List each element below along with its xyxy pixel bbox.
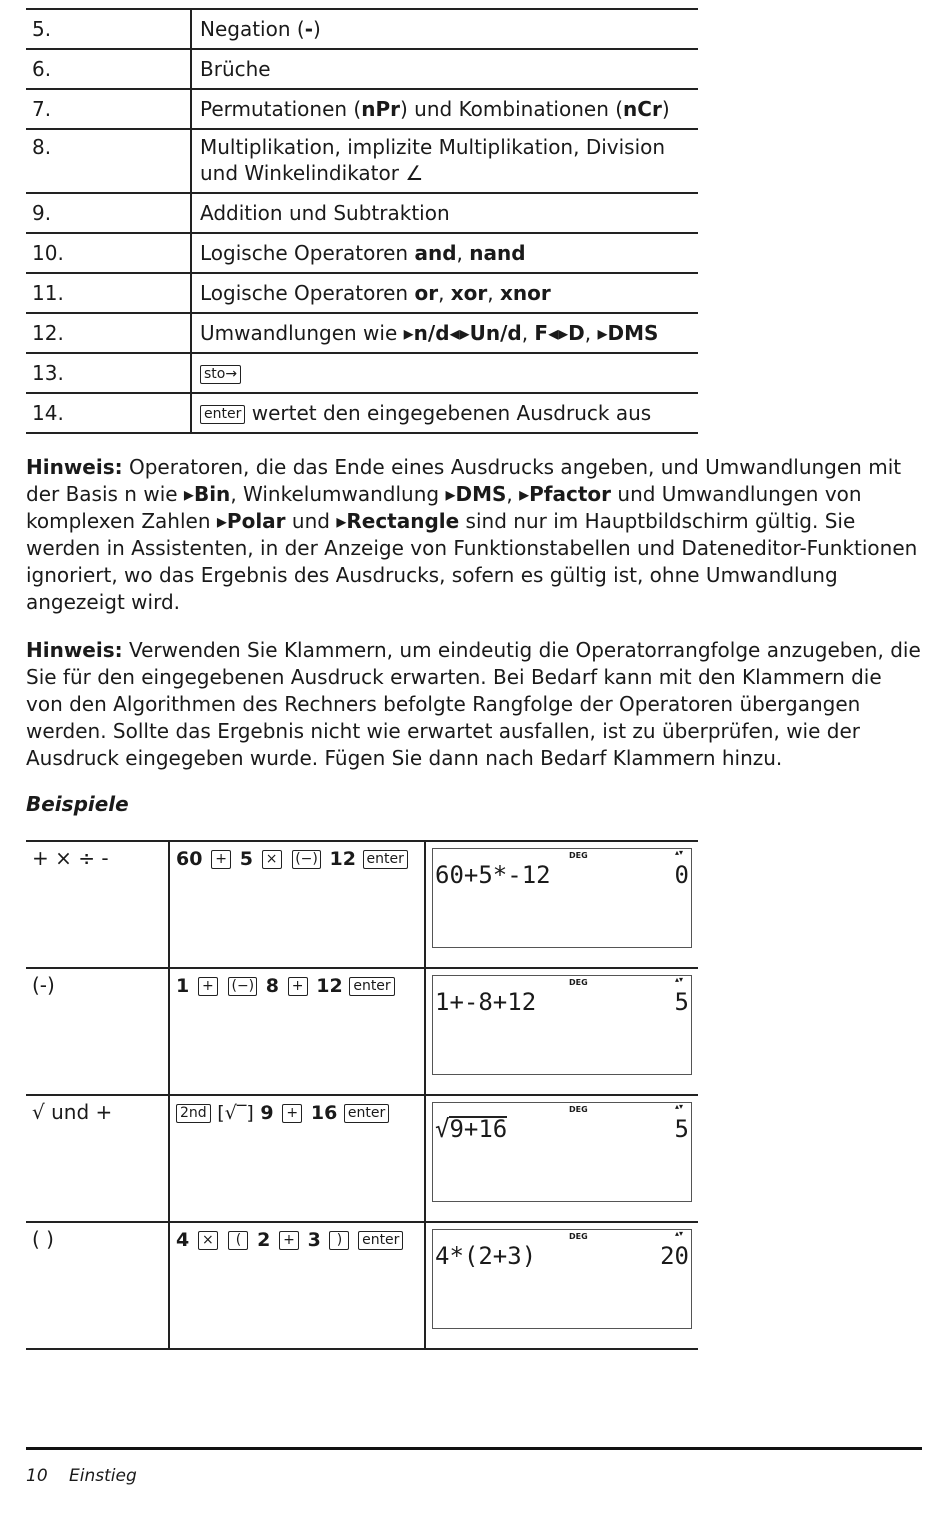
row-number: 5.	[26, 9, 191, 49]
table-row	[26, 49, 698, 89]
plus-key-icon: +	[279, 1231, 299, 1250]
operator-cell: ( )	[26, 1222, 169, 1349]
screen-result: 0	[674, 861, 689, 889]
negative-key-icon: (−)	[292, 850, 321, 869]
enter-key-icon: enter	[358, 1231, 403, 1250]
operator-cell: √ und +	[26, 1095, 169, 1222]
examples-heading: Beispiele	[26, 792, 129, 816]
row-number: 10.	[26, 233, 191, 273]
row-text: Logische Operatoren or, xor, xnor	[191, 273, 698, 313]
row-text: enter wertet den eingegebenen Ausdruck aus	[191, 393, 698, 433]
table-row	[26, 129, 698, 193]
enter-key-icon: enter	[344, 1104, 389, 1123]
row-text: Multiplikation, implizite Multiplikation, Division und Winkelindikator ∠	[191, 129, 698, 193]
row-number: 13.	[26, 353, 191, 393]
screen-expression: 4*(2+3)	[435, 1242, 537, 1270]
row-number: 7.	[26, 89, 191, 129]
enter-key-icon: enter	[200, 405, 245, 424]
angle-mode-indicator: DEG	[569, 851, 588, 860]
sqrt-key-icon: [√‾]	[217, 1102, 254, 1124]
table-row	[26, 313, 698, 353]
close-paren-key-icon: )	[329, 1231, 349, 1250]
table-row	[26, 841, 698, 968]
footer-divider	[26, 1447, 922, 1450]
screen-expression: 1+-8+12	[435, 988, 537, 1016]
screen-result: 5	[674, 1115, 689, 1143]
row-number: 6.	[26, 49, 191, 89]
second-key-icon: 2nd	[176, 1104, 211, 1123]
row-text: Umwandlungen wie ▸n/d◂▸Un/d, F◂▸D, ▸DMS	[191, 313, 698, 353]
table-row	[26, 1222, 698, 1349]
screen-cell	[425, 1222, 698, 1349]
angle-mode-indicator: DEG	[569, 978, 588, 987]
row-text: Negation (-)	[191, 9, 698, 49]
section-title: Einstieg	[69, 1466, 137, 1486]
screen-cell	[425, 968, 698, 1095]
row-number: 11.	[26, 273, 191, 313]
open-paren-key-icon: (	[228, 1231, 248, 1250]
row-text: Addition und Subtraktion	[191, 193, 698, 233]
sto-key-icon: sto→	[200, 365, 241, 384]
table-row	[26, 1095, 698, 1222]
scroll-arrows-icon: ▴▾	[674, 975, 683, 984]
examples-table	[26, 840, 698, 1350]
table-row	[26, 968, 698, 1095]
enter-key-icon: enter	[349, 977, 394, 996]
plus-key-icon: +	[288, 977, 308, 996]
angle-mode-indicator: DEG	[569, 1232, 588, 1241]
calculator-screen	[432, 1102, 692, 1202]
page-footer	[26, 1466, 137, 1486]
row-number: 9.	[26, 193, 191, 233]
table-row	[26, 393, 698, 433]
row-number: 12.	[26, 313, 191, 353]
screen-cell	[425, 841, 698, 968]
operator-precedence-table	[26, 8, 698, 434]
keystroke-cell: 2nd [√‾] 9 + 16 enter	[169, 1095, 425, 1222]
multiply-key-icon: ×	[262, 850, 282, 869]
screen-cell	[425, 1095, 698, 1222]
calculator-screen	[432, 1229, 692, 1329]
keystroke-cell: 4 × ( 2 + 3 ) enter	[169, 1222, 425, 1349]
scroll-arrows-icon: ▴▾	[674, 1102, 683, 1111]
plus-key-icon: +	[282, 1104, 302, 1123]
page-number: 10	[26, 1466, 48, 1486]
calculator-screen	[432, 848, 692, 948]
row-number: 14.	[26, 393, 191, 433]
row-number: 8.	[26, 129, 191, 193]
table-row	[26, 89, 698, 129]
note-paragraph-2: Hinweis: Verwenden Sie Klammern, um eindeutig die Operatorrangfolge anzugeben, die Sie für den eingegebenen Ausdruck erwarten. Bei Bedarf kann mit den Klammern die von den Algorithmen des Rechners befolgte Rangfolge der Operatoren übergangen werden. Sollte das Ergebnis nicht wie erwartet ausfallen, ist zu überprüfen, wie der Ausdruck eingegeben wurde. Fügen Sie dann nach Bedarf Klammern hinzu.	[26, 638, 921, 770]
scroll-arrows-icon: ▴▾	[674, 848, 683, 857]
table-row	[26, 9, 698, 49]
calculator-screen	[432, 975, 692, 1075]
screen-result: 20	[660, 1242, 689, 1270]
keystroke-cell: 1 + (−) 8 + 12 enter	[169, 968, 425, 1095]
table-row	[26, 193, 698, 233]
screen-expression: √9+16	[435, 1115, 508, 1143]
row-text	[191, 353, 698, 393]
table-row	[26, 353, 698, 393]
screen-result: 5	[674, 988, 689, 1016]
negative-key-icon: (−)	[228, 977, 257, 996]
keystroke-cell: 60 + 5 × (−) 12 enter	[169, 841, 425, 968]
multiply-key-icon: ×	[198, 1231, 218, 1250]
table-row	[26, 273, 698, 313]
operator-cell: + × ÷ -	[26, 841, 169, 968]
enter-key-icon: enter	[363, 850, 408, 869]
scroll-arrows-icon: ▴▾	[674, 1229, 683, 1238]
row-text: Brüche	[191, 49, 698, 89]
screen-expression: 60+5*-12	[435, 861, 551, 889]
radicand: 9+16	[449, 1115, 508, 1143]
row-text: Permutationen (nPr) und Kombinationen (nCr)	[191, 89, 698, 129]
plus-key-icon: +	[211, 850, 231, 869]
angle-mode-indicator: DEG	[569, 1105, 588, 1114]
note-paragraph-1: Hinweis: Operatoren, die das Ende eines Ausdrucks angeben, und Umwandlungen mit der Basis n wie ▸Bin, Winkelumwandlung ▸DMS, ▸Pfactor und Umwandlungen von komplexen Zahlen ▸Polar und ▸Rectangle sind nur im Hauptbildschirm gültig. Sie werden in Assistenten, in der Anzeige von Funktionstabellen und Dateneditor-Funktionen ignoriert, wo das Ergebnis des Ausdrucks, sofern es gültig ist, ohne Umwandlung angezeigt wird.	[26, 455, 918, 614]
table-row	[26, 233, 698, 273]
plus-key-icon: +	[198, 977, 218, 996]
operator-cell: (-)	[26, 968, 169, 1095]
row-text: Logische Operatoren and, nand	[191, 233, 698, 273]
